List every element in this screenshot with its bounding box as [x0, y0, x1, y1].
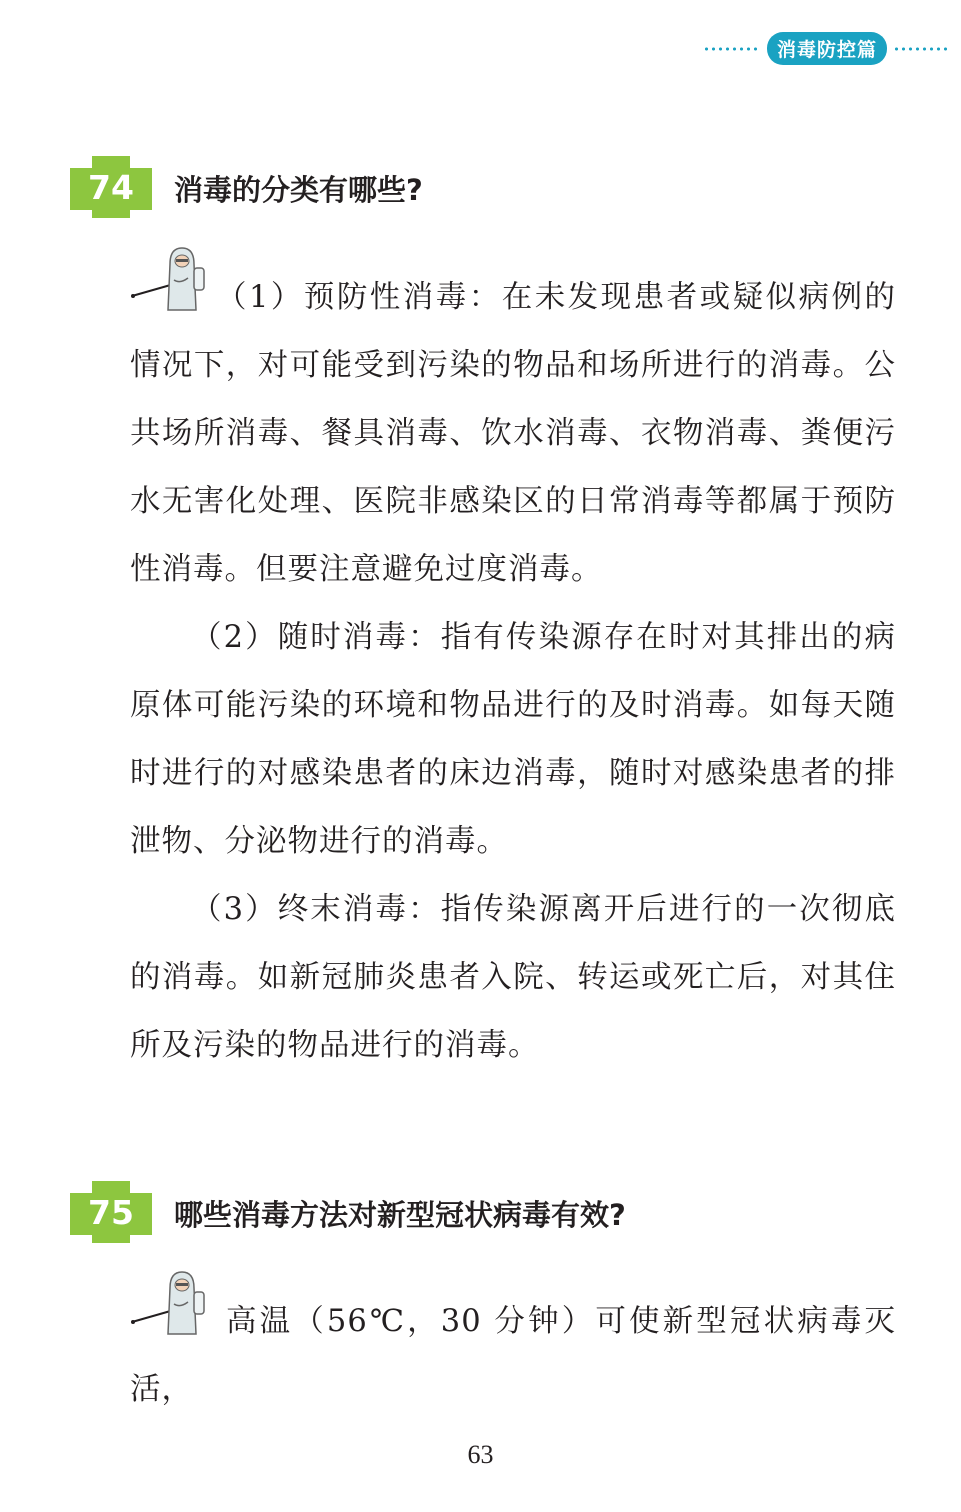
answer-paragraph: 高温（56℃，30 分钟）可使新型冠状病毒灭活，: [130, 1304, 896, 1407]
answer-paragraph: （2）随时消毒：指有传染源存在时对其排出的病原体可能污染的环境和物品进行的及时消毒。如每天随时进行的对感染患者的床边消毒，随时对感染患者的排泄物、分泌物进行的消毒。: [130, 620, 896, 859]
answer-paragraph: （3）终末消毒：指传染源离开后进行的一次彻底的消毒。如新冠肺炎患者入院、转运或死亡后，对其住所及污染的物品进行的消毒。: [130, 892, 896, 1063]
question-number: 75: [88, 1193, 134, 1232]
answer-paragraph: （1）预防性消毒：在未发现患者或疑似病例的情况下，对可能受到污染的物品和场所进行的消毒。公共场所消毒、餐具消毒、饮水消毒、衣物消毒、粪便污水无害化处理、医院非感染区的日常消毒等都属于预防性消毒。但要注意避免过度消毒。: [130, 280, 896, 587]
header-dots-right: [893, 47, 951, 51]
section-label: 消毒防控篇: [767, 32, 887, 65]
header-dots-left: [703, 47, 761, 51]
question-number: 74: [88, 168, 134, 207]
question-number-badge: [70, 156, 152, 218]
page-number: 63: [467, 1440, 494, 1469]
question-74-answer: [130, 264, 896, 1080]
section-header: [703, 32, 951, 65]
question-title: 消毒的分类有哪些?: [174, 173, 423, 207]
question-title: 哪些消毒方法对新型冠状病毒有效?: [174, 1198, 626, 1232]
question-75-answer: [130, 1288, 896, 1424]
question-number-badge: [70, 1181, 152, 1243]
